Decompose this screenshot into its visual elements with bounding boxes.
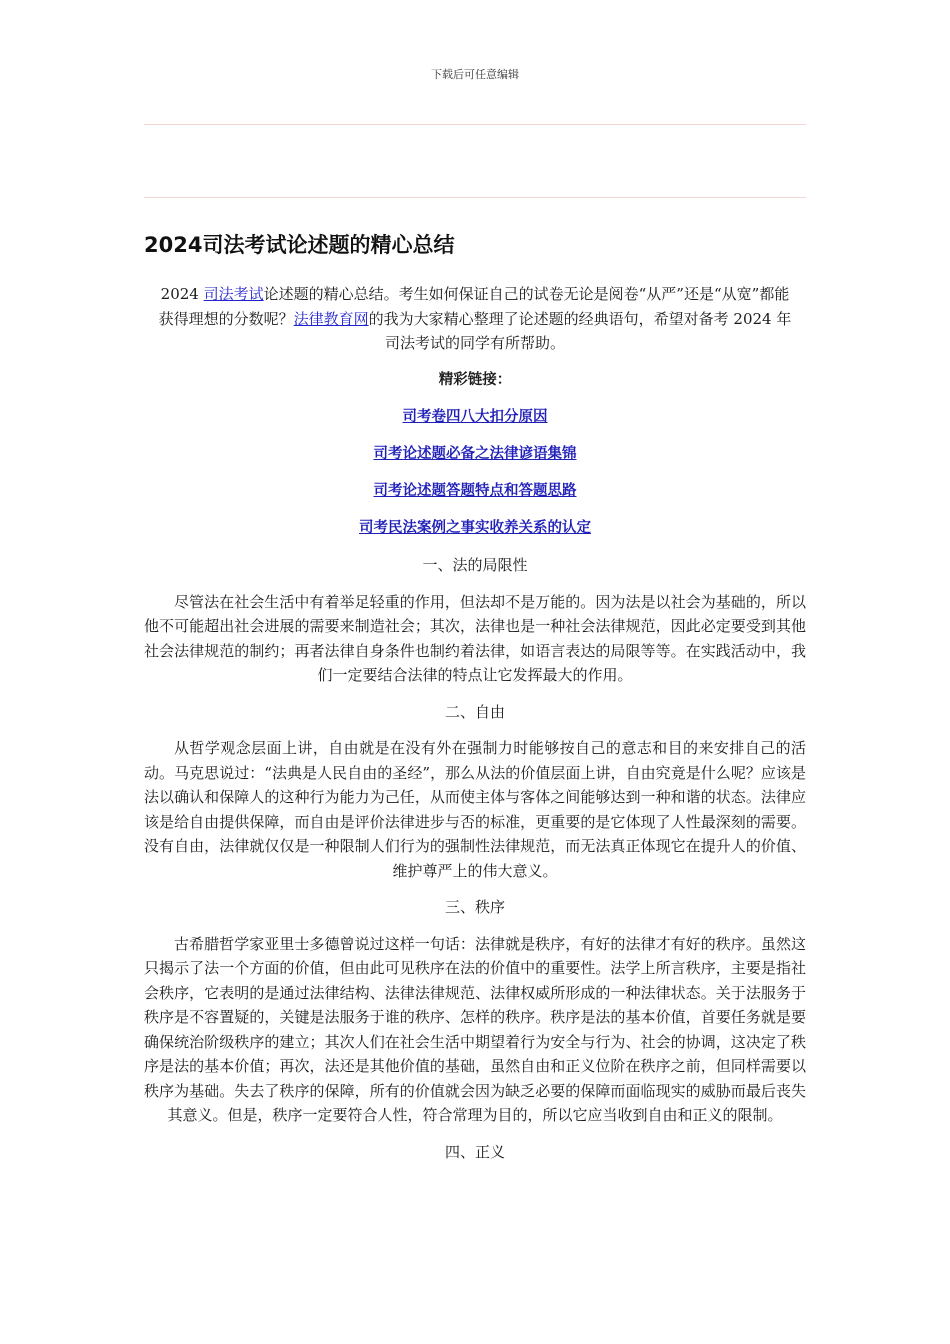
section-heading-4: 四、正义 <box>444 1142 505 1161</box>
divider-bottom <box>144 197 806 198</box>
related-link-3[interactable]: 司考论述题答题特点和答题思路 <box>373 483 577 499</box>
related-link-1[interactable]: 司考卷四八大扣分原因 <box>402 409 548 425</box>
related-link-2[interactable]: 司考论述题必备之法律谚语集锦 <box>373 446 577 462</box>
divider-top <box>144 124 806 125</box>
intro-text-1: 2024 <box>160 285 204 303</box>
link-falv-jiaoyu-wang[interactable]: 法律教育网 <box>293 309 369 328</box>
section-heading-1: 一、法的局限性 <box>422 556 528 574</box>
section-heading-2: 二、自由 <box>444 702 505 721</box>
related-link-4[interactable]: 司考民法案例之事实收养关系的认定 <box>359 520 591 536</box>
link-sifa-kaoshi[interactable]: 司法考试 <box>203 285 264 303</box>
intro-text-3: 的我为大家精心整理了论述题的经典语句，希望对备考 2024 年司法考试的同学有所帮助。 <box>368 309 792 352</box>
section-body-1: 尽管法在社会生活中有着举足轻重的作用，但法却不是万能的。因为法是以社会为基础的，所以他不可能超出社会进展的需要来制造社会；其次，法律也是一种社会法律规范，因此必定要受到其他社会法律规范的制约；再者法律自身条件也制约着法律，如语言表达的局限等等。在实践活动中，我们一定要结合法律的特点让它发挥最大的作用。 <box>144 592 806 684</box>
article-title: 2024司法考试论述题的精心总结 <box>144 233 455 257</box>
header-note: 下载后可任意编辑 <box>431 68 519 81</box>
intro-paragraph <box>144 282 806 356</box>
article <box>144 228 806 1176</box>
section-body-2: 从哲学观念层面上讲，自由就是在没有外在强制力时能够按自己的意志和目的来安排自己的活动。马克思说过：“法典是人民自由的圣经”，那么从法的价值层面上讲，自由究竟是什么呢？应该是法以确认和保障人的这种行为能力为己任，从而使主体与客体之间能够达到一种和谐的状态。法律应该是给自由提供保障，而自由是评价法律进步与否的标准，更重要的是它体现了人性最深刻的需要。没有自由，法律就仅仅是一种限制人们行为的强制性法律规范，而无法真正体现它在提升人的价值、维护尊严上的伟大意义。 <box>144 739 806 880</box>
intro-text-2: 论述题的精心总结。考生如何保证自己的试卷无论是阅卷“从严”还是“从宽”都能获得理想的分数呢？ <box>158 285 790 328</box>
links-title: 精彩链接： <box>438 371 512 388</box>
section-heading-3: 三、秩序 <box>444 898 505 916</box>
section-body-3: 古希腊哲学家亚里士多德曾说过这样一句话：法律就是秩序，有好的法律才有好的秩序。虽然这只揭示了法一个方面的价值，但由此可见秩序在法的价值中的重要性。法学上所言秩序，主要是指社会秩序，它表明的是通过法律结构、法律法律规范、法律权威所形成的一种法律状态。关于法服务于秩序是不容置疑的，关键是法服务于谁的秩序、怎样的秩序。秩序是法的基本价值，首要任务就是要确保统治阶级秩序的建立；其次人们在社会生活中期望着行为安全与行为、社会的协调，这决定了秩序是法的基本价值；再次，法还是其他价值的基础，虽然自由和正义位阶在秩序之前，但同样需要以秩序为基础。失去了秩序的保障，所有的价值就会因为缺乏必要的保障而面临现实的威胁而最后丧失其意义。但是，秩序一定要符合人性，符合常理为目的，所以它应当收到自由和正义的限制。 <box>144 934 806 1124</box>
